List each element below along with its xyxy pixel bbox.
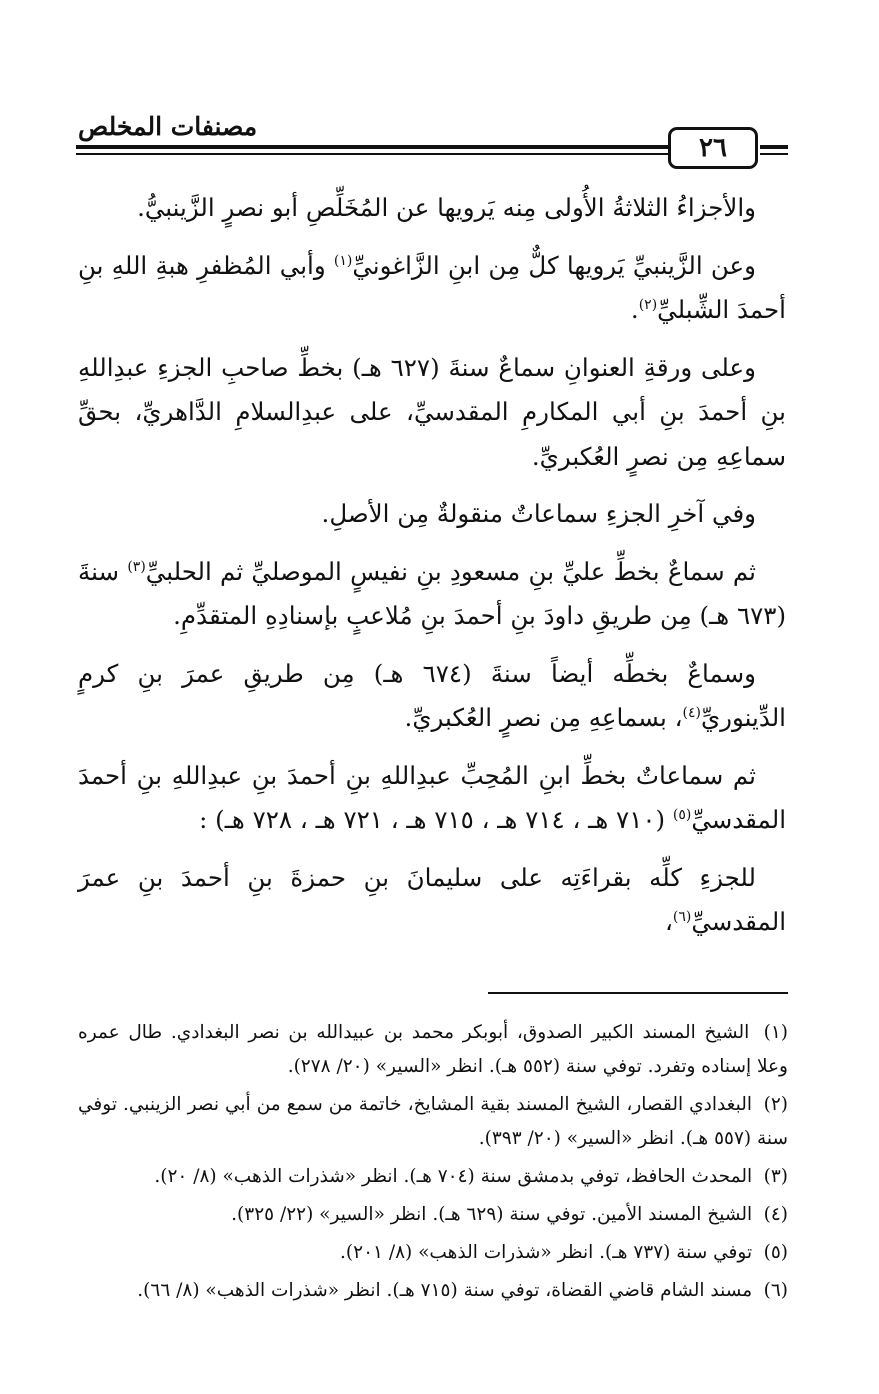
paragraph-6 [78, 652, 786, 741]
footnote-ref-2: (٢) [638, 296, 658, 313]
footnote-2 [78, 1088, 788, 1156]
footnote-text: الشيخ المسند الأمين. توفي سنة (٦٢٩ هـ). انظر «السير» (٢٢/ ٣٢٥). [231, 1204, 753, 1225]
footnote-4 [78, 1198, 788, 1232]
paragraph-8-text-a: للجزءِ كلِّه بقراءَتِه على سليمانَ بنِ حمزةَ بنِ أحمدَ بنِ عمرَ المقدسيِّ [78, 862, 786, 936]
paragraph-4-text: وفي آخرِ الجزءِ سماعاتٌ منقولةٌ مِن الأصلِ. [321, 499, 756, 528]
footnote-1 [78, 1016, 788, 1084]
paragraph-7-text-a: ثم سماعاتٌ بخطِّ ابنِ المُحِبِّ عبدِاللهِ بنِ أحمدَ بنِ عبدِاللهِ بنِ أحمدَ المقدسيِّ [78, 760, 786, 834]
paragraph-2-text-b: وأبي المُظفرِ هبةِ اللهِ بنِ أحمدَ الشِّبليِّ [78, 250, 786, 324]
footnote-3 [78, 1160, 788, 1194]
paragraph-6-text-b: ، بسماعِهِ مِن نصرٍ العُكبريِّ. [404, 703, 683, 732]
footnote-text: مسند الشام قاضي القضاة، توفي سنة (٧١٥ هـ). انظر «شذرات الذهب» (٨/ ٦٦). [137, 1280, 753, 1301]
footnote-5 [78, 1236, 788, 1270]
paragraph-8-text-b: ، [664, 907, 673, 936]
paragraph-2 [78, 244, 786, 333]
footnote-ref-6: (٦) [672, 908, 692, 925]
footnote-separator [488, 992, 788, 994]
footnote-ref-4: (٤) [682, 704, 701, 721]
footnote-number: (٥) [763, 1242, 788, 1263]
paragraph-7-text-b: (٧١٠ هـ ، ٧١٤ هـ ، ٧١٥ هـ ، ٧٢١ هـ ، ٧٢٨ هـ) : [199, 805, 673, 834]
footnote-number: (٣) [763, 1166, 788, 1187]
footnote-6 [78, 1274, 788, 1308]
paragraph-1-text: والأجزاءُ الثلاثةُ الأُولى مِنه يَرويها عن المُخَلِّصِ أبو نصرٍ الزَّينبيُّ. [137, 193, 756, 222]
header-rule-right-thick [760, 145, 788, 149]
running-title: مصنفات المخلص [78, 112, 258, 141]
page-number: ٢٦ [699, 133, 727, 163]
paragraph-2-text-c: . [630, 295, 639, 324]
footnote-ref-1: (١) [333, 252, 353, 269]
paragraph-3-text: وعلى ورقةِ العنوانِ سماعٌ سنةَ (٦٢٧ هـ) بخطِّ صاحبِ الجزءِ عبدِاللهِ بنِ أحمدَ بنِ أبي المكارمِ المقدسيِّ، على عبدِالسلامِ الدَّاهريِّ، بحقِّ سماعِهِ مِن نصرٍ العُكبريِّ. [78, 352, 786, 471]
paragraph-5-text-b: سنةَ (٦٧٣ هـ) مِن طريقِ داودَ بنِ أحمدَ بنِ مُلاعبٍ بإسنادِهِ المتقدِّمِ. [78, 556, 786, 630]
paragraph-6-text-a: وسماعٌ بخطِّه أيضاً سنةَ (٦٧٤ هـ) مِن طريقِ عمرَ بنِ كرمٍ الدِّينوريِّ [78, 658, 786, 732]
footnote-number: (٢) [763, 1094, 788, 1115]
main-text [78, 186, 786, 958]
paragraph-5 [78, 550, 786, 639]
footnote-number: (١) [763, 1022, 788, 1043]
footnote-text: الشيخ المسند الكبير الصدوق، أبوبكر محمد بن عبيدالله بن نصر البغدادي. طال عمره وعلا إسناده وتفرد. توفي سنة (٥٥٢ هـ). انظر «السير» (٢٠/ ٢٧٨). [78, 1022, 788, 1077]
paragraph-8 [78, 856, 786, 945]
footnote-text: توفي سنة (٧٣٧ هـ). انظر «شذرات الذهب» (٨/ ٢٠١). [340, 1242, 753, 1263]
footnote-ref-3: (٣) [127, 558, 146, 575]
paragraph-7 [78, 754, 786, 843]
footnote-text: المحدث الحافظ، توفي بدمشق سنة (٧٠٤ هـ). انظر «شذرات الذهب» (٨/ ٢٠). [154, 1166, 753, 1187]
footnote-number: (٤) [763, 1204, 788, 1225]
paragraph-4 [78, 492, 786, 537]
paragraph-1 [78, 186, 786, 231]
paragraph-2-text-a: وعن الزَّينبيِّ يَرويها كلٌّ مِن ابنِ الزَّاغونيِّ [352, 250, 756, 280]
header-rule-thin [76, 153, 670, 155]
paragraph-3 [78, 346, 786, 480]
header-rule-right-thin [760, 153, 788, 155]
paragraph-5-text-a: ثم سماعٌ بخطِّ عليِّ بنِ مسعودِ بنِ نفيسٍ الموصليِّ ثم الحلبيِّ [145, 556, 756, 586]
footnote-text: البغدادي القصار، الشيخ المسند بقية المشايخ، خاتمة من سمع من أبي نصر الزينبي. توفي سنة (٥٥٧ هـ). انظر «السير» (٢٠/ ٣٩٣). [78, 1094, 788, 1149]
footnote-ref-5: (٥) [672, 806, 692, 823]
page-number-box [668, 127, 758, 169]
header-rule-thick [76, 145, 670, 149]
footnotes [78, 1016, 788, 1312]
footnote-number: (٦) [763, 1280, 788, 1301]
